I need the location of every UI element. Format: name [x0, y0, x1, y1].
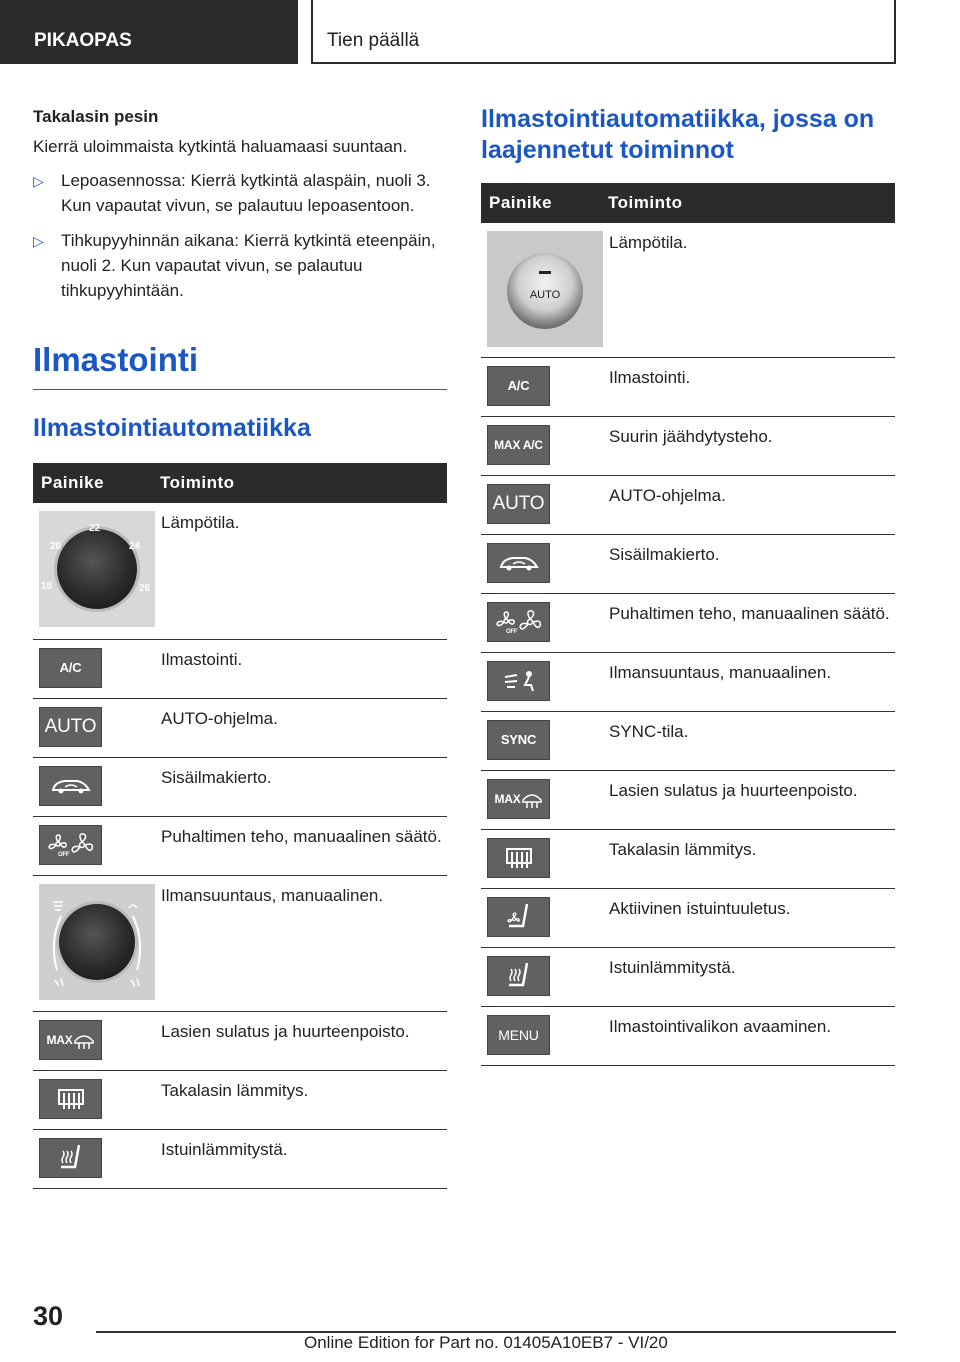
bullet-item: ▷ Tihkupyyhinnän aikana: Kierrä kytkintä eteenpäin, nuoli 2. Kun vapautat vivun, se palautuu tihkupyyhintään. [33, 231, 436, 300]
seat-heating-icon [487, 956, 550, 996]
column-header-button: Painike [481, 183, 604, 223]
table-row: OFF Puhaltimen teho, manuaalinen säätö. [33, 816, 447, 875]
table-row: Takalasin lämmitys. [33, 1070, 447, 1129]
table-row: MENU Ilmastointivalikon avaaminen. [481, 1007, 895, 1066]
svg-text:OFF: OFF [57, 851, 69, 858]
table-row: Ilmansuuntaus, manuaalinen. [481, 653, 895, 712]
fan-speed-icon [487, 602, 550, 642]
rear-window-heating-icon [39, 1079, 102, 1119]
auto-button-icon: AUTO [39, 707, 102, 747]
bullet-item: ▷ Lepoasennossa: Kierrä kytkintä alaspäin, nuoli 3. Kun vapautat vivun, se palautuu lepoasentoon. [33, 171, 431, 215]
table-row: Sisäilmakierto. [33, 757, 447, 816]
table-row: A/C Ilmastointi. [481, 358, 895, 417]
ac-button-icon: A/C [487, 366, 550, 406]
table-row: Istuinlämmitystä. [33, 1129, 447, 1188]
rear-wiper-bullets [33, 168, 447, 303]
header-section: PIKAOPAS [0, 0, 298, 64]
rear-wiper-title: Takalasin pesin [33, 107, 159, 126]
table-row: MAX Lasien sulatus ja huurteenpoisto. [481, 771, 895, 830]
svg-text:OFF: OFF [505, 629, 517, 635]
page-number: 30 [33, 1301, 64, 1331]
table-row: Aktiivinen istuintuuletus. [481, 889, 895, 948]
auto-climate-table [33, 463, 447, 1189]
rear-window-heating-icon [487, 838, 550, 878]
triangle-bullet-icon: ▷ [33, 173, 44, 189]
table-row: AUTO Lämpötila. [481, 223, 895, 358]
menu-button-icon: MENU [487, 1015, 550, 1055]
air-distribution-icon [487, 661, 550, 701]
table-row: MAX Lasien sulatus ja huurteenpoisto. [33, 1011, 447, 1070]
table-row: SYNC SYNC-tila. [481, 712, 895, 771]
table-row: A/C Ilmastointi. [33, 639, 447, 698]
column-header-function: Toiminto [156, 463, 447, 503]
table-row: 20 22 24 18 26 Lämpötila. [33, 503, 447, 639]
table-row: Ilmansuuntaus, manuaalinen. [33, 875, 447, 1011]
temperature-auto-knob-icon: AUTO [487, 231, 603, 347]
rear-wiper-intro: Kierrä uloimmaista kytkintä haluamaasi suuntaan. [33, 137, 408, 156]
max-ac-button-icon: MAX A/C [487, 425, 550, 465]
table-row: Istuinlämmitystä. [481, 948, 895, 1007]
left-column [33, 106, 447, 1189]
seat-heating-icon [39, 1138, 102, 1178]
column-header-function: Toiminto [604, 183, 895, 223]
right-column [481, 106, 895, 1066]
column-header-button: Painike [33, 463, 156, 503]
table-row: Takalasin lämmitys. [481, 830, 895, 889]
triangle-bullet-icon: ▷ [33, 233, 44, 249]
ac-button-icon: A/C [39, 648, 102, 688]
footer-edition: Online Edition for Part no. 01405A10EB7 - VI/20 [304, 1333, 668, 1352]
extended-climate-heading: Ilmastointiautomatiikka, jossa on laajennetut toiminnot [481, 105, 875, 164]
sync-button-icon: SYNC [487, 720, 550, 760]
auto-button-icon: AUTO [487, 484, 550, 524]
table-row: Sisäilmakierto. [481, 535, 895, 594]
climate-heading: Ilmastointi [33, 341, 447, 390]
extended-climate-table [481, 183, 895, 1066]
table-row: MAX A/C Suurin jäähdytysteho. [481, 417, 895, 476]
temperature-knob-icon: 20 22 24 18 26 [39, 511, 155, 627]
recirculation-icon [487, 543, 550, 583]
air-distribution-knob-icon [39, 884, 155, 1000]
max-defrost-icon: MAX [39, 1020, 102, 1060]
table-row: AUTO AUTO-ohjelma. [33, 698, 447, 757]
seat-ventilation-icon [487, 897, 550, 937]
recirculation-icon [39, 766, 102, 806]
max-defrost-icon: MAX [487, 779, 550, 819]
fan-speed-icon [39, 825, 102, 865]
header-chapter: Tien päällä [311, 0, 896, 64]
table-row: AUTO AUTO-ohjelma. [481, 476, 895, 535]
table-row: OFF Puhaltimen teho, manuaalinen säätö. [481, 594, 895, 653]
auto-climate-heading: Ilmastointiautomatiikka [33, 414, 311, 442]
